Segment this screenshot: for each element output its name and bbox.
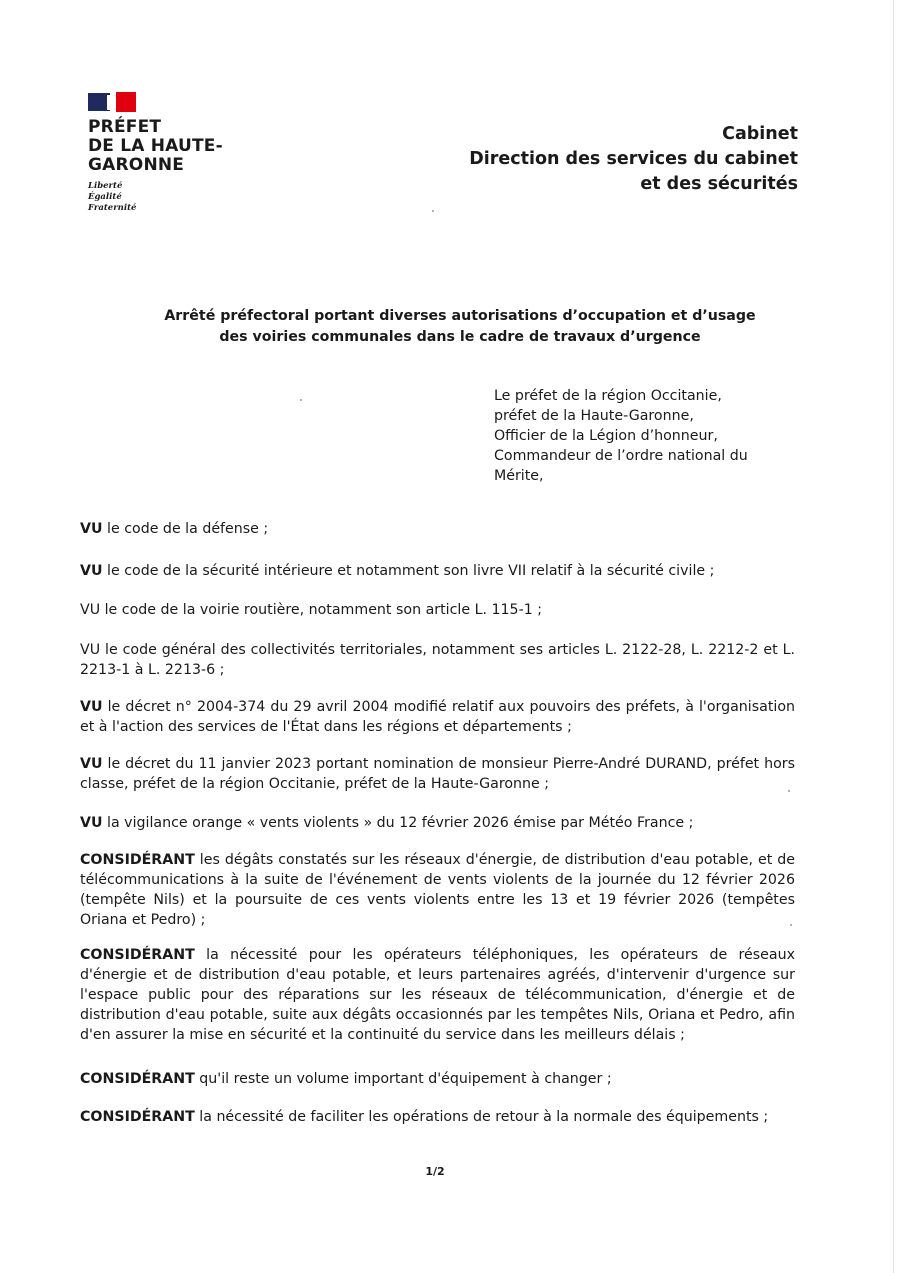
paragraph-keyword: VU (80, 815, 103, 831)
prefet-line: PRÉFET (88, 117, 162, 137)
visa-paragraph (80, 640, 795, 680)
visa-paragraph (80, 813, 795, 833)
paragraph-keyword: CONSIDÉRANT (80, 947, 195, 963)
paragraph-text: la vigilance orange « vents violents » du 12 février 2026 émise par Météo France ; (107, 815, 694, 831)
motto-line: Égalité (88, 192, 122, 202)
paragraph-keyword: VU (80, 756, 103, 772)
prefecture-logo (88, 92, 223, 214)
scan-speck (300, 399, 302, 401)
paragraph-text: les dégâts constatés sur les réseaux d'énergie, de distribution d'eau potable, et de télécommunications à la suite de l'événement de vents violents de la journée du 12 février 2026 (tempête Nils) et la poursuite de ces vents violents entre les 13 et 19 février 2026 (tempêtes Oriana et Pedro) ; (80, 852, 795, 928)
paragraph-text: qu'il reste un volume important d'équipement à changer ; (199, 1071, 612, 1087)
service-header (469, 122, 798, 197)
visa-paragraph (80, 600, 795, 620)
prefet-line: DE LA HAUTE- (88, 136, 223, 156)
page-edge (893, 0, 894, 1273)
paragraph-text: le code général des collectivités territoriales, notamment ses articles L. 2122-28, L. 2212-2 et L. 2213-1 à L. 2213-6 ; (80, 642, 795, 678)
title-line: des voiries communales dans le cadre de travaux d’urgence (219, 329, 701, 345)
considerant-paragraph (80, 945, 795, 1045)
paragraph-keyword: VU (80, 563, 103, 579)
paragraph-keyword: VU (80, 602, 101, 618)
page-number: 1/2 (425, 1165, 445, 1178)
prefect-line: préfet de la Haute-Garonne, (494, 408, 694, 424)
paragraph-text: le décret n° 2004-374 du 29 avril 2004 modifié relatif aux pouvoirs des préfets, à l'organisation et à l'action des services de l'État dans les régions et départements ; (80, 699, 795, 735)
paragraph-text: le code de la défense ; (107, 521, 269, 537)
service-line: Cabinet (722, 124, 798, 144)
prefect-line: Mérite, (494, 468, 544, 484)
considerant-paragraph (80, 1107, 795, 1127)
visa-paragraph (80, 754, 795, 794)
paragraph-text: la nécessité pour les opérateurs téléphoniques, les opérateurs de réseaux d'énergie et de distribution d'eau potable, et leurs partenaires agréés, d'intervenir d'urgence sur l'espace public pour des réparations sur les réseaux de télécommunication, d'énergie et de distribution d'eau potable, suite aux dégâts occasionnés par les tempêtes Nils, Oriana et Pedro, afin d'en assurer la mise en sécurité et la continuité du service dans les meilleurs délais ; (80, 947, 795, 1043)
document-title (120, 306, 800, 348)
prefet-line: GARONNE (88, 155, 185, 175)
paragraph-text: le code de la sécurité intérieure et notamment son livre VII relatif à la sécurité civile ; (107, 563, 715, 579)
service-line: Direction des services du cabinet (469, 149, 798, 169)
marianne-flag-icon (88, 92, 140, 112)
prefect-line: Le préfet de la région Occitanie, (494, 388, 722, 404)
paragraph-keyword: VU (80, 699, 103, 715)
paragraph-keyword: CONSIDÉRANT (80, 1109, 195, 1125)
considerant-paragraph (80, 1069, 795, 1089)
prefet-title (88, 118, 223, 175)
republic-motto (88, 181, 223, 214)
prefect-line: Officier de la Légion d’honneur, (494, 428, 718, 444)
visa-paragraph (80, 561, 795, 581)
paragraph-text: la nécessité de faciliter les opérations de retour à la normale des équipements ; (199, 1109, 769, 1125)
motto-line: Fraternité (88, 203, 137, 213)
visa-paragraph (80, 519, 795, 539)
title-line: Arrêté préfectoral portant diverses autorisations d’occupation et d’usage (164, 308, 756, 324)
paragraph-keyword: VU (80, 642, 101, 658)
prefect-line: Commandeur de l’ordre national du (494, 448, 748, 464)
visa-paragraph (80, 697, 795, 737)
prefect-identity (494, 386, 804, 486)
paragraph-text: le décret du 11 janvier 2023 portant nomination de monsieur Pierre-André DURAND, préfet hors classe, préfet de la région Occitanie, préfet de la Haute-Garonne ; (80, 756, 795, 792)
paragraph-keyword: CONSIDÉRANT (80, 852, 195, 868)
paragraph-text: le code de la voirie routière, notamment son article L. 115-1 ; (104, 602, 543, 618)
paragraph-keyword: VU (80, 521, 103, 537)
paragraph-keyword: CONSIDÉRANT (80, 1071, 195, 1087)
service-line: et des sécurités (640, 174, 798, 194)
considerant-paragraph (80, 850, 795, 930)
scan-speck (432, 210, 434, 212)
motto-line: Liberté (88, 181, 123, 191)
